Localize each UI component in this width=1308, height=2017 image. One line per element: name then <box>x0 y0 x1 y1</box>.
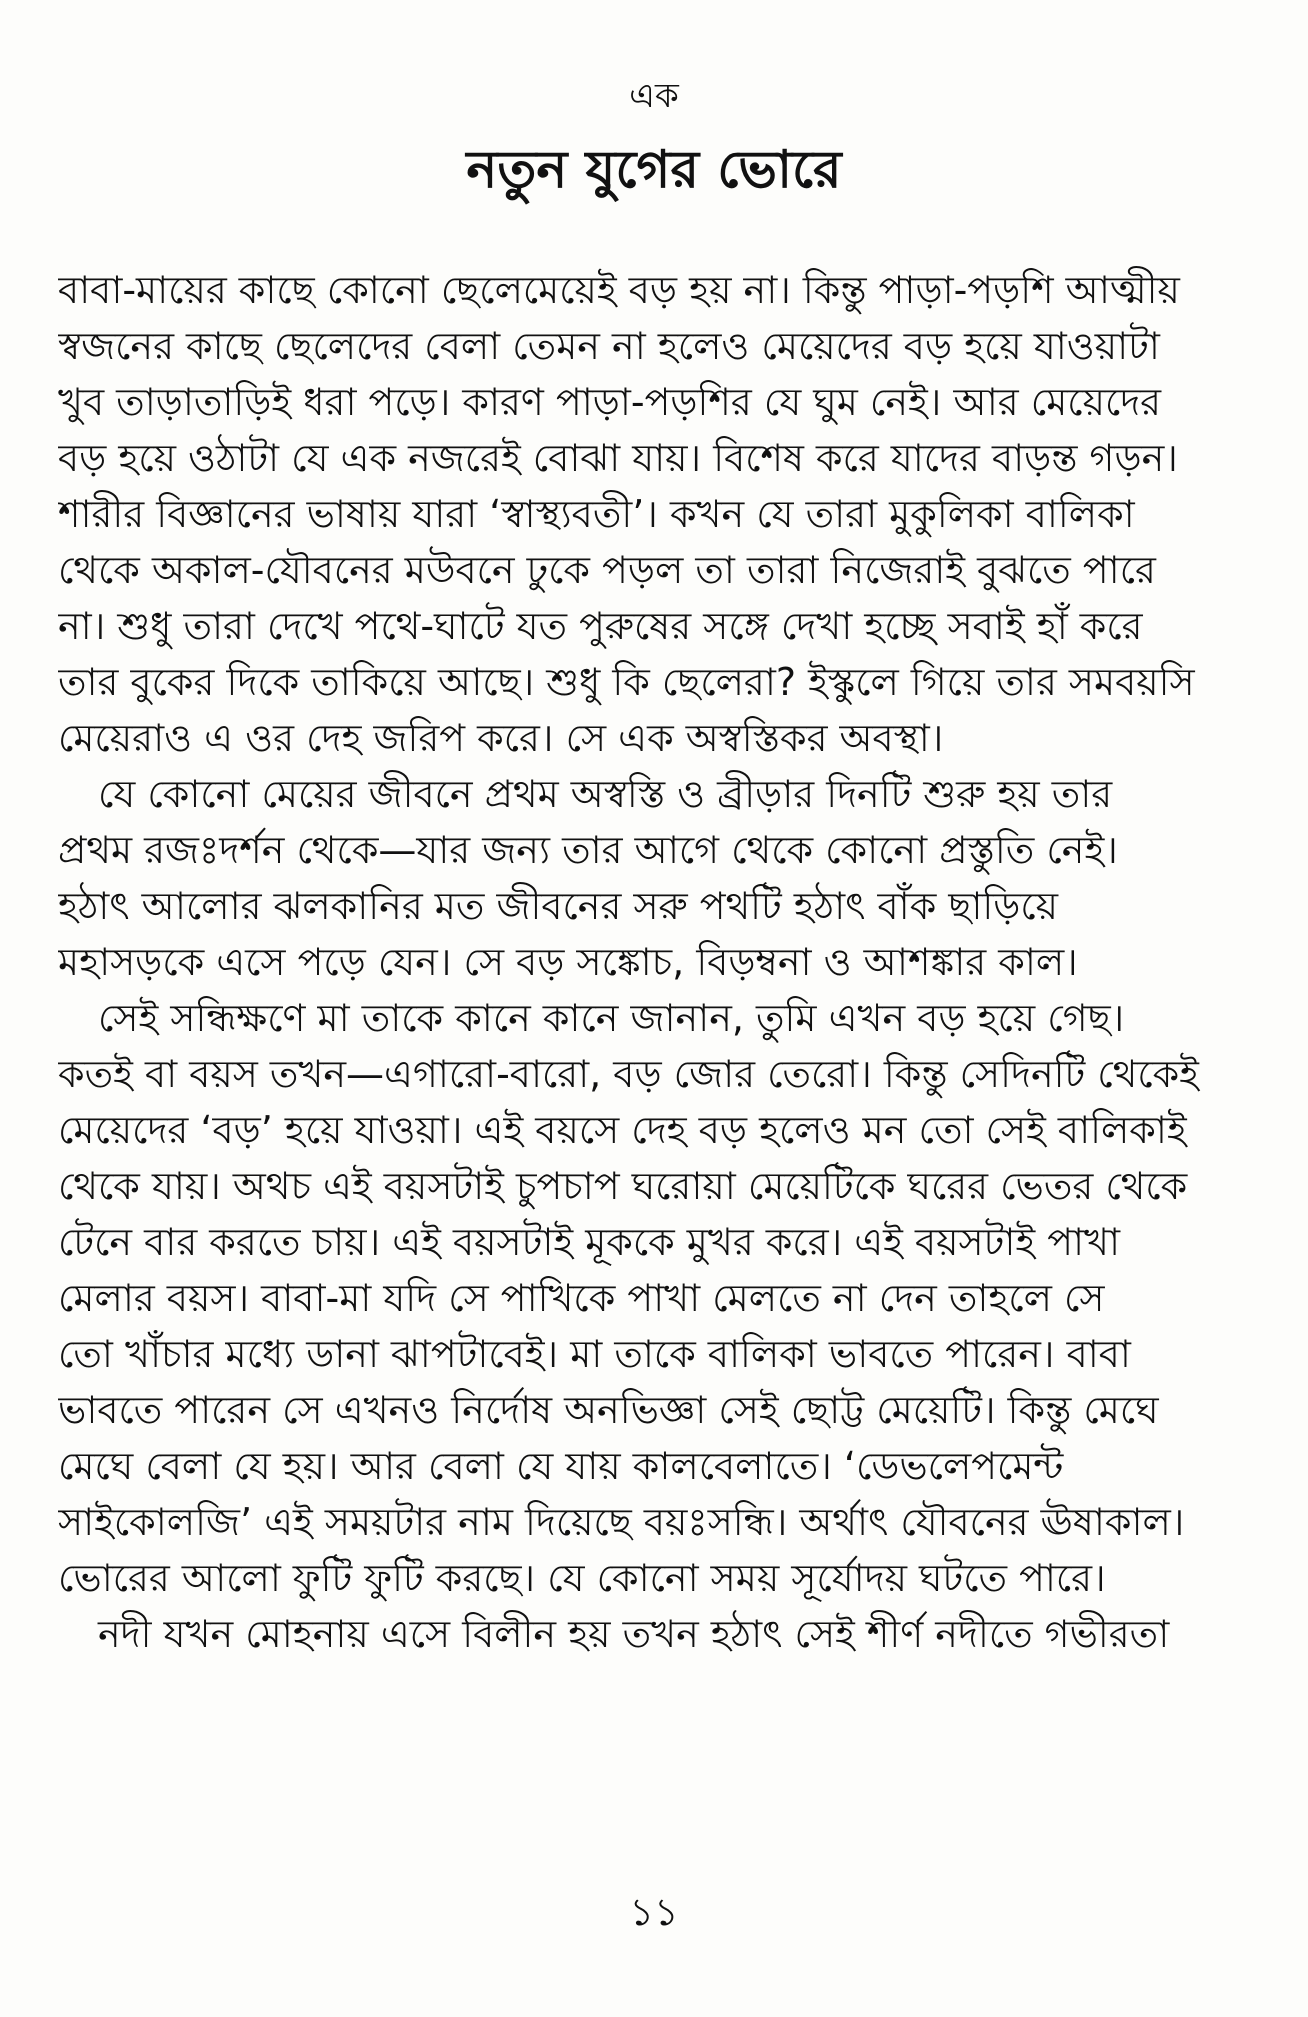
text-line: তো খাঁচার মধ্যে ডানা ঝাপটাবেই। মা তাকে বালিকা ভাবতে পারেন। বাবা <box>58 1332 1131 1376</box>
text-line: সেই সন্ধিক্ষণে মা তাকে কানে কানে জানান, তুমি এখন বড় হয়ে গেছ। <box>98 996 1125 1040</box>
text-line: মহাসড়কে এসে পড়ে যেন। সে বড় সঙ্কোচ, বিড়ম্বনা ও আশঙ্কার কাল। <box>58 940 1078 984</box>
text-line: মেঘে বেলা যে হয়। আর বেলা যে যায় কালবেলাতে। ‘ডেভলেপমেন্ট <box>58 1444 1064 1488</box>
text-line: না। শুধু তারা দেখে পথে-ঘাটে যত পুরুষের সঙ্গে দেখা হচ্ছে সবাই হাঁ করে <box>58 604 1143 648</box>
text-line: হঠাৎ আলোর ঝলকানির মত জীবনের সরু পথটি হঠাৎ বাঁক ছাড়িয়ে <box>58 884 1059 928</box>
chapter-title: নতুন যুগের ভোরে <box>466 140 842 200</box>
text-line: ভাবতে পারেন সে এখনও নির্দোষ অনভিজ্ঞা সেই ছোট্ট মেয়েটি। কিন্তু মেঘে <box>58 1388 1159 1432</box>
page-number: ১১ <box>629 1890 679 1934</box>
text-line: মেয়েরাও এ ওর দেহ জরিপ করে। সে এক অস্বস্তিকর অবস্থা। <box>58 716 944 760</box>
text-line: প্রথম রজঃদর্শন থেকে—যার জন্য তার আগে থেকে কোনো প্রস্তুতি নেই। <box>58 828 1118 872</box>
text-line: স্বজনের কাছে ছেলেদের বেলা তেমন না হলেও মেয়েদের বড় হয়ে যাওয়াটা <box>58 324 1160 368</box>
chapter-number: এক <box>629 76 679 116</box>
text-line: তার বুকের দিকে তাকিয়ে আছে। শুধু কি ছেলেরা? ইস্কুলে গিয়ে তার সমবয়সি <box>58 660 1195 704</box>
text-line: বাবা-মায়ের কাছে কোনো ছেলেমেয়েই বড় হয় না। কিন্তু পাড়া-পড়শি আত্মীয় <box>58 268 1180 312</box>
text-line: খুব তাড়াতাড়িই ধরা পড়ে। কারণ পাড়া-পড়শির যে ঘুম নেই। আর মেয়েদের <box>58 380 1162 424</box>
text-line: শারীর বিজ্ঞানের ভাষায় যারা ‘স্বাস্থ্যবতী’। কখন যে তারা মুকুলিকা বালিকা <box>58 492 1135 536</box>
text-line: মেলার বয়স। বাবা-মা যদি সে পাখিকে পাখা মেলতে না দেন তাহলে সে <box>58 1276 1105 1320</box>
text-line: যে কোনো মেয়ের জীবনে প্রথম অস্বস্তি ও ব্রীড়ার দিনটি শুরু হয় তার <box>98 772 1113 816</box>
text-line: থেকে অকাল-যৌবনের মউবনে ঢুকে পড়ল তা তারা নিজেরাই বুঝতে পারে <box>58 548 1156 592</box>
text-line: ভোরের আলো ফুটি ফুটি করছে। যে কোনো সময় সূর্যোদয় ঘটতে পারে। <box>58 1556 1106 1600</box>
text-line: টেনে বার করতে চায়। এই বয়সটাই মূককে মুখর করে। এই বয়সটাই পাখা <box>58 1220 1121 1264</box>
text-line: থেকে যায়। অথচ এই বয়সটাই চুপচাপ ঘরোয়া মেয়েটিকে ঘরের ভেতর থেকে <box>58 1164 1188 1208</box>
text-line: নদী যখন মোহনায় এসে বিলীন হয় তখন হঠাৎ সেই শীর্ণ নদীতে গভীরতা <box>98 1612 1170 1656</box>
text-line: কতই বা বয়স তখন—এগারো-বারো, বড় জোর তেরো। কিন্তু সেদিনটি থেকেই <box>58 1052 1199 1096</box>
text-line: সাইকোলজি’ এই সময়টার নাম দিয়েছে বয়ঃসন্ধি। অর্থাৎ যৌবনের ঊষাকাল। <box>58 1500 1185 1544</box>
text-line: বড় হয়ে ওঠাটা যে এক নজরেই বোঝা যায়। বিশেষ করে যাদের বাড়ন্ত গড়ন। <box>58 436 1178 480</box>
body-text <box>58 262 1238 1662</box>
text-line: মেয়েদের ‘বড়’ হয়ে যাওয়া। এই বয়সে দেহ বড় হলেও মন তো সেই বালিকাই <box>58 1108 1187 1152</box>
